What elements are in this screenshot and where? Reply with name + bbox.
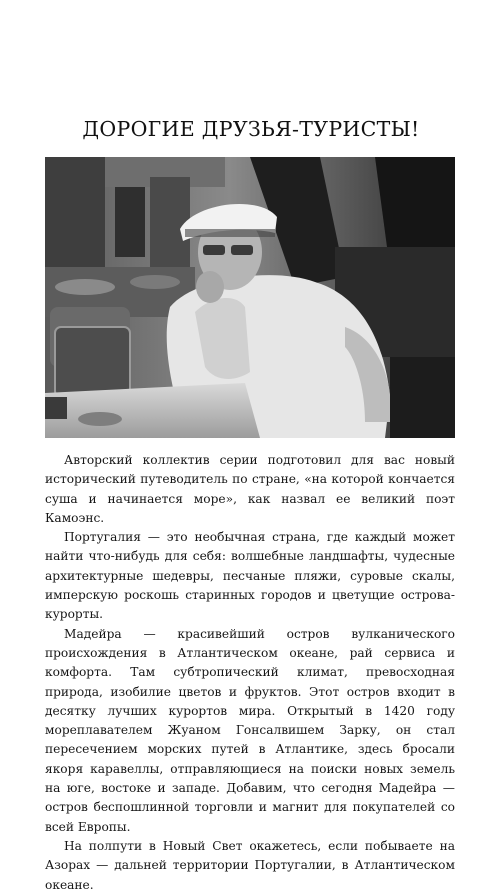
photo-illustration [45,157,455,438]
paragraph-azores: На полпути в Новый Свет окажетесь, если побываете на Азорах — дальней территории Португалии, в Атлантическом океане. [45,838,455,892]
page-heading: ДОРОГИЕ ДРУЗЬЯ-ТУРИСТЫ! [82,117,420,141]
paragraph-intro: Авторский коллектив серии подготовил для вас новый исторический путеводитель по стране, «на которой кончается суша и начинается море», как назвал ее великий поэт Камоэнс. [45,453,455,525]
photo-man-at-cafe [45,157,455,438]
paragraph-portugal: Португалия — это необычная страна, где каждый может найти что-нибудь для себя: волшебные ландшафты, чудесные архитектурные шедевры, песчаные пляжи, суровые скалы, имперскую роскошь старинных городов и цветущие острова-курорты. [45,530,455,622]
paragraph-madeira: Мадейра — красивейший остров вулканического происхождения в Атлантическом океане, рай сервиса и комфорта. Там субтропический климат, превосходная природа, изобилие цветов и фруктов. Этот остров входит в десятку лучших курортов мира. Открытый в 1420 году мореплавателем Жуаном Гонсалвишем Зарку, он стал пересечением морских путей в Атлантике, здесь бросали якоря каравеллы, отправляющиеся на поиски новых земель на юге, востоке и западе. Добавим, что сегодня Мадейра — остров беспошлинной торговли и магнит для покупателей со всей Европы. [45,626,455,834]
body-text [45,451,455,895]
